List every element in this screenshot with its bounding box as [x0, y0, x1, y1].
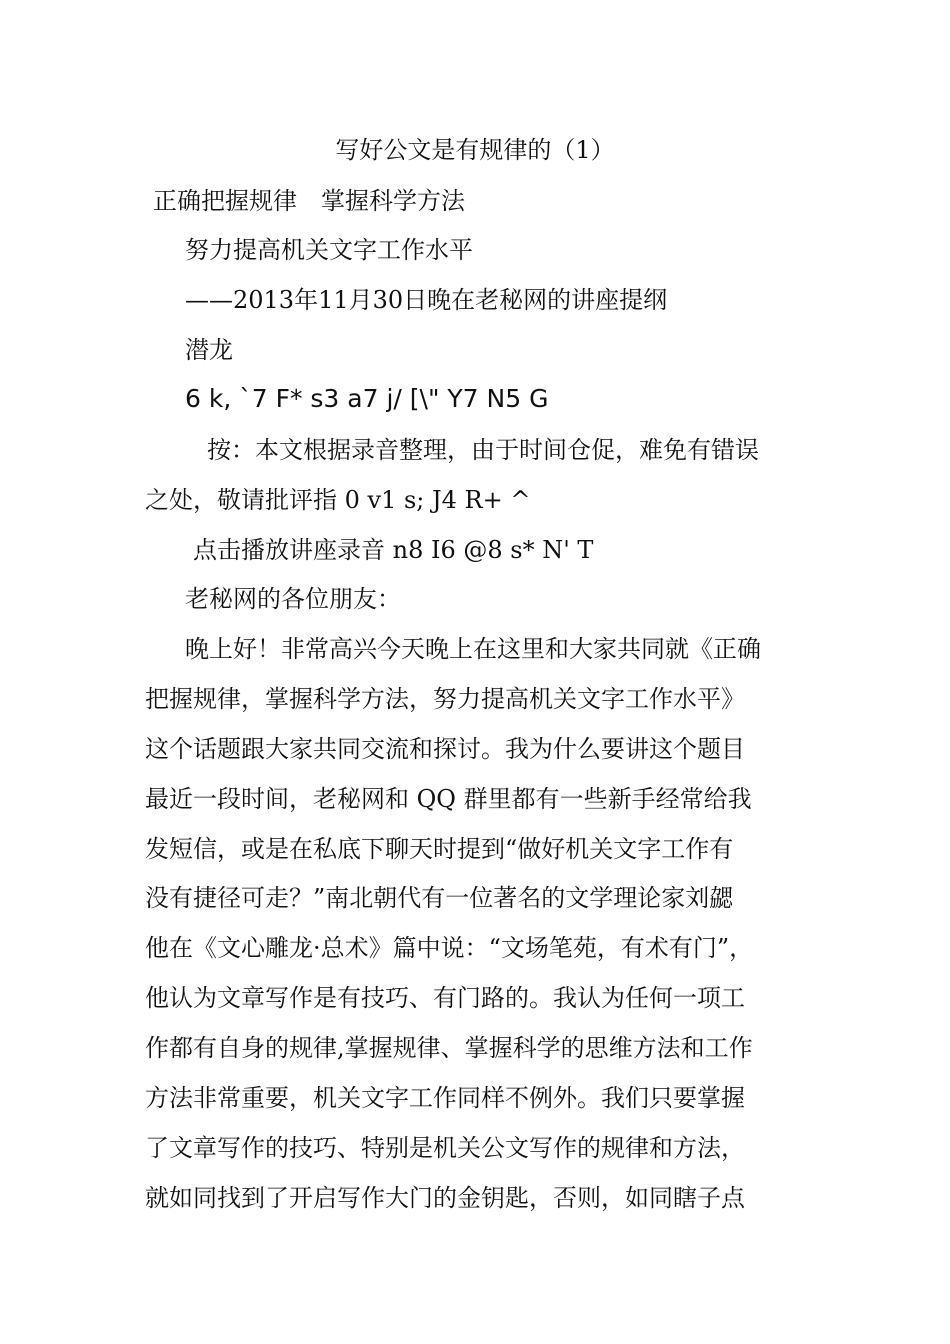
body-line: 把握规律，掌握科学方法，努力提高机关文字工作水平》	[145, 685, 745, 713]
body-line: 最近一段时间，老秘网和 QQ 群里都有一些新手经常给我	[145, 785, 752, 813]
note-line-1: 按：本文根据录音整理，由于时间仓促，难免有错误	[207, 436, 759, 464]
greeting: 老秘网的各位朋友：	[185, 585, 401, 613]
audio-link[interactable]: 点击播放讲座录音 n8 I6 @8 s* N' T	[193, 536, 594, 564]
document-title: 写好公文是有规律的（1）	[335, 136, 615, 164]
body-line: 晚上好！非常高兴今天晚上在这里和大家共同就《正确	[185, 635, 761, 663]
body-line: 发短信，或是在私底下聊天时提到“做好机关文字工作有	[145, 835, 734, 863]
body-line: 方法非常重要，机关文字工作同样不例外。我们只要掌握	[145, 1084, 745, 1112]
body-line: 了文章写作的技巧、特别是机关公文写作的规律和方法，	[145, 1134, 745, 1162]
body-line: 这个话题跟大家共同交流和探讨。我为什么要讲这个题目	[145, 735, 745, 763]
subtitle: ——2013年11月30日晚在老秘网的讲座提纲	[185, 286, 668, 314]
body-line: 作都有自身的规律,掌握规律、掌握科学的思维方法和工作	[145, 1034, 753, 1062]
body-line: 没有捷径可走？”南北朝代有一位著名的文学理论家刘勰	[145, 884, 734, 912]
body-line: 他认为文章写作是有技巧、有门路的。我认为任何一项工	[145, 984, 745, 1012]
body-line: 就如同找到了开启写作大门的金钥匙，否则，如同瞎子点	[145, 1184, 745, 1212]
body-line: 他在《文心雕龙·总术》篇中说：“文场笔苑，有术有门”，	[145, 934, 754, 962]
note-line-2: 之处，敬请批评指 0 v1 s; J4 R+ ^	[145, 486, 531, 514]
author: 潜龙	[185, 336, 233, 364]
heading-line-2: 努力提高机关文字工作水平	[185, 236, 473, 264]
heading-line-1: 正确把握规律 掌握科学方法	[153, 187, 465, 215]
garbled-line: 6 k, `7 F* s3 a7 j/ [\" Y7 N5 G	[185, 384, 549, 413]
